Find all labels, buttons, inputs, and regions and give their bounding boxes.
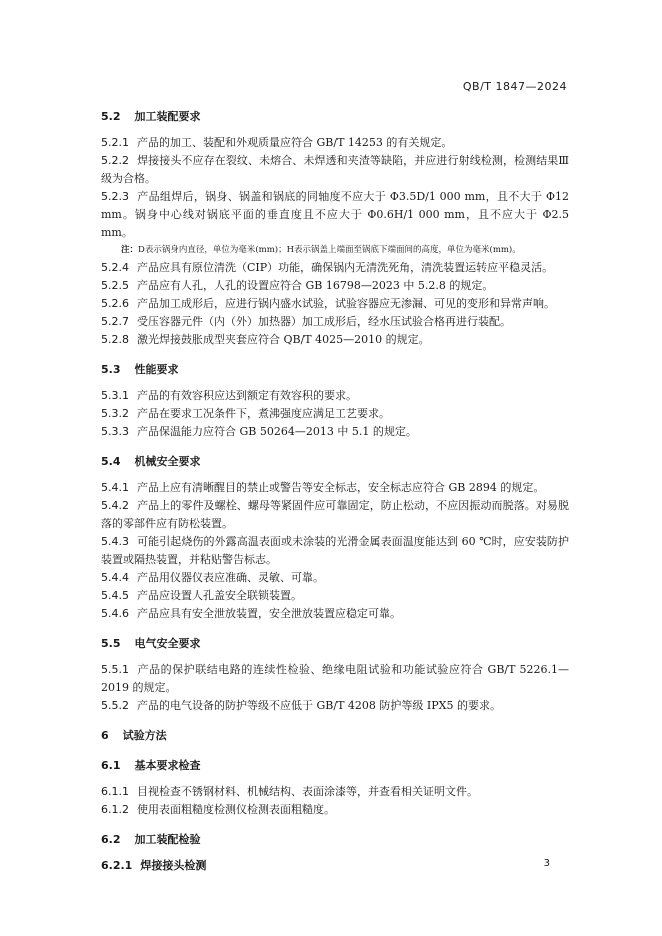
section-number: 5.2: [101, 110, 121, 123]
section-title: 性能要求: [134, 363, 179, 376]
spacer: [101, 441, 569, 449]
clause-number: 5.4.6: [101, 607, 129, 620]
standard-code: QB/T 1847—2024: [462, 80, 567, 93]
clause-text: 产品的加工、装配和外观质量应符合 GB/T 14253 的有关规定。: [137, 136, 453, 149]
clause-number: 5.2.8: [101, 333, 129, 346]
clause-text: 焊接接头不应存在裂纹、未熔合、未焊透和夹渣等缺陷，并应进行射线检测，检测结果Ⅲ级为合格。: [101, 154, 569, 185]
clause-text: 产品用仪器仪表应准确、灵敏、可靠。: [137, 571, 324, 584]
clause-number: 5.2.1: [101, 136, 129, 149]
section-number: 6.2: [101, 833, 121, 846]
section-heading-6-2: [101, 831, 569, 849]
chapter-number: 6: [101, 729, 109, 742]
clause-number: 5.2.4: [101, 261, 129, 274]
clause-number: 5.2.7: [101, 315, 129, 328]
clause-text: 产品应具有原位清洗（CIP）功能，确保锅内无清洗死角，清洗装置运转应平稳灵活。: [137, 261, 554, 274]
subsection-heading-6-2-1: [101, 857, 569, 875]
clause-number: 5.3.1: [101, 389, 129, 402]
document-body: [101, 104, 569, 875]
clause-number: 5.3.3: [101, 425, 129, 438]
clause-5-4-6: [101, 605, 569, 623]
clause-number: 5.4.1: [101, 481, 129, 494]
section-heading-5-4: [101, 453, 569, 471]
clause-5-2-4: [101, 259, 569, 277]
section-heading-5-5: [101, 635, 569, 653]
subsection-title: 焊接接头检测: [140, 859, 207, 872]
section-number: 5.3: [101, 363, 121, 376]
clause-text: 产品的保护联结电路的连续性检验、绝缘电阻试验和功能试验应符合 GB/T 5226.1—2019 的规定。: [101, 663, 569, 694]
clause-number: 5.3.2: [101, 407, 129, 420]
clause-6-1-2: [101, 801, 569, 819]
clause-text: 产品上的零件及螺栓、螺母等紧固件应可靠固定，防止松动，不应因振动而脱落。对易脱落的零部件应有防松装置。: [101, 499, 569, 530]
clause-number: 5.2.2: [101, 154, 129, 167]
clause-number: 6.1.1: [101, 785, 129, 798]
clause-number: 5.4.3: [101, 535, 129, 548]
clause-5-2-3: [101, 188, 569, 242]
clause-5-5-1: [101, 661, 569, 697]
chapter-title: 试验方法: [122, 729, 167, 742]
note-text: D表示锅身内直径，单位为毫米(mm)；H表示锅盖上端面至锅底下端面间的高度，单位为毫米(mm)。: [138, 245, 521, 255]
clause-5-2-5: [101, 277, 569, 295]
clause-text: 产品应设置人孔盖安全联锁装置。: [137, 589, 302, 602]
clause-text: 可能引起烧伤的外露高温表面或未涂装的光滑金属表面温度能达到 60 ℃时，应安装防护装置或隔热装置，并粘贴警告标志。: [101, 535, 569, 566]
clause-5-3-2: [101, 405, 569, 423]
clause-5-3-3: [101, 423, 569, 441]
page-number: 3: [543, 858, 550, 869]
clause-number: 5.4.4: [101, 571, 129, 584]
clause-5-2-8: [101, 331, 569, 349]
clause-number: 5.4.2: [101, 499, 129, 512]
note: [101, 243, 569, 257]
spacer: [101, 349, 569, 357]
section-title: 加工装配要求: [134, 110, 201, 123]
clause-number: 5.2.5: [101, 279, 129, 292]
section-title: 电气安全要求: [134, 637, 201, 650]
clause-5-5-2: [101, 697, 569, 715]
clause-5-2-6: [101, 295, 569, 313]
section-heading-6-1: [101, 757, 569, 775]
spacer: [101, 819, 569, 827]
clause-number: 5.5.1: [101, 663, 129, 676]
clause-5-4-5: [101, 587, 569, 605]
clause-5-4-3: [101, 533, 569, 569]
clause-number: 5.2.6: [101, 297, 129, 310]
section-heading-5-2: [101, 108, 569, 126]
clause-5-4-4: [101, 569, 569, 587]
clause-text: 产品的电气设备的防护等级不应低于 GB/T 4208 防护等级 IPX5 的要求。: [137, 699, 501, 712]
clause-5-2-7: [101, 313, 569, 331]
clause-text: 产品应具有安全泄放装置，安全泄放装置应稳定可靠。: [137, 607, 401, 620]
section-title: 机械安全要求: [134, 455, 201, 468]
clause-text: 产品保温能力应符合 GB 50264—2013 中 5.1 的规定。: [137, 425, 417, 438]
clause-5-2-1: [101, 134, 569, 152]
clause-text: 使用表面粗糙度检测仪检测表面粗糙度。: [137, 803, 335, 816]
clause-5-4-2: [101, 497, 569, 533]
clause-number: 5.4.5: [101, 589, 129, 602]
clause-text: 受压容器元件（内（外）加热器）加工成形后，经水压试验合格再进行装配。: [137, 315, 511, 328]
clause-text: 目视检查不锈钢材料、机械结构、表面涂漆等，并查看相关证明文件。: [137, 785, 478, 798]
clause-text: 产品应有人孔，人孔的设置应符合 GB 16798—2023 中 5.2.8 的规定。: [137, 279, 494, 292]
section-title: 基本要求检查: [134, 759, 201, 772]
subsection-number: 6.2.1: [101, 859, 133, 872]
clause-text: 产品上应有清晰醒目的禁止或警告等安全标志，安全标志应符合 GB 2894 的规定。: [137, 481, 545, 494]
clause-text: 产品在要求工况条件下，煮沸强度应满足工艺要求。: [137, 407, 390, 420]
clause-text: 产品的有效容积应达到额定有效容积的要求。: [137, 389, 357, 402]
clause-5-3-1: [101, 387, 569, 405]
clause-number: 6.1.2: [101, 803, 129, 816]
chapter-heading-6: [101, 727, 569, 745]
clause-6-1-1: [101, 783, 569, 801]
section-heading-5-3: [101, 361, 569, 379]
clause-number: 5.5.2: [101, 699, 129, 712]
spacer: [101, 623, 569, 631]
note-label: 注：: [121, 245, 139, 255]
section-number: 6.1: [101, 759, 121, 772]
clause-text: 产品组焊后，锅身、锅盖和锅底的同轴度不应大于 Φ3.5D/1 000 mm，且不大于 Φ12 mm。锅身中心线对锅底平面的垂直度且不应大于 Φ0.6H/1 000 mm，且不应大于 Φ2.5 mm。: [101, 190, 569, 239]
clause-5-4-1: [101, 479, 569, 497]
clause-number: 5.2.3: [101, 190, 129, 203]
clause-text: 激光焊接鼓胀成型夹套应符合 QB/T 4025—2010 的规定。: [137, 333, 430, 346]
clause-text: 产品加工成形后，应进行锅内盛水试验，试验容器应无渗漏、可见的变形和异常声响。: [137, 297, 555, 310]
section-number: 5.4: [101, 455, 121, 468]
section-number: 5.5: [101, 637, 121, 650]
clause-5-2-2: [101, 152, 569, 188]
section-title: 加工装配检验: [134, 833, 201, 846]
